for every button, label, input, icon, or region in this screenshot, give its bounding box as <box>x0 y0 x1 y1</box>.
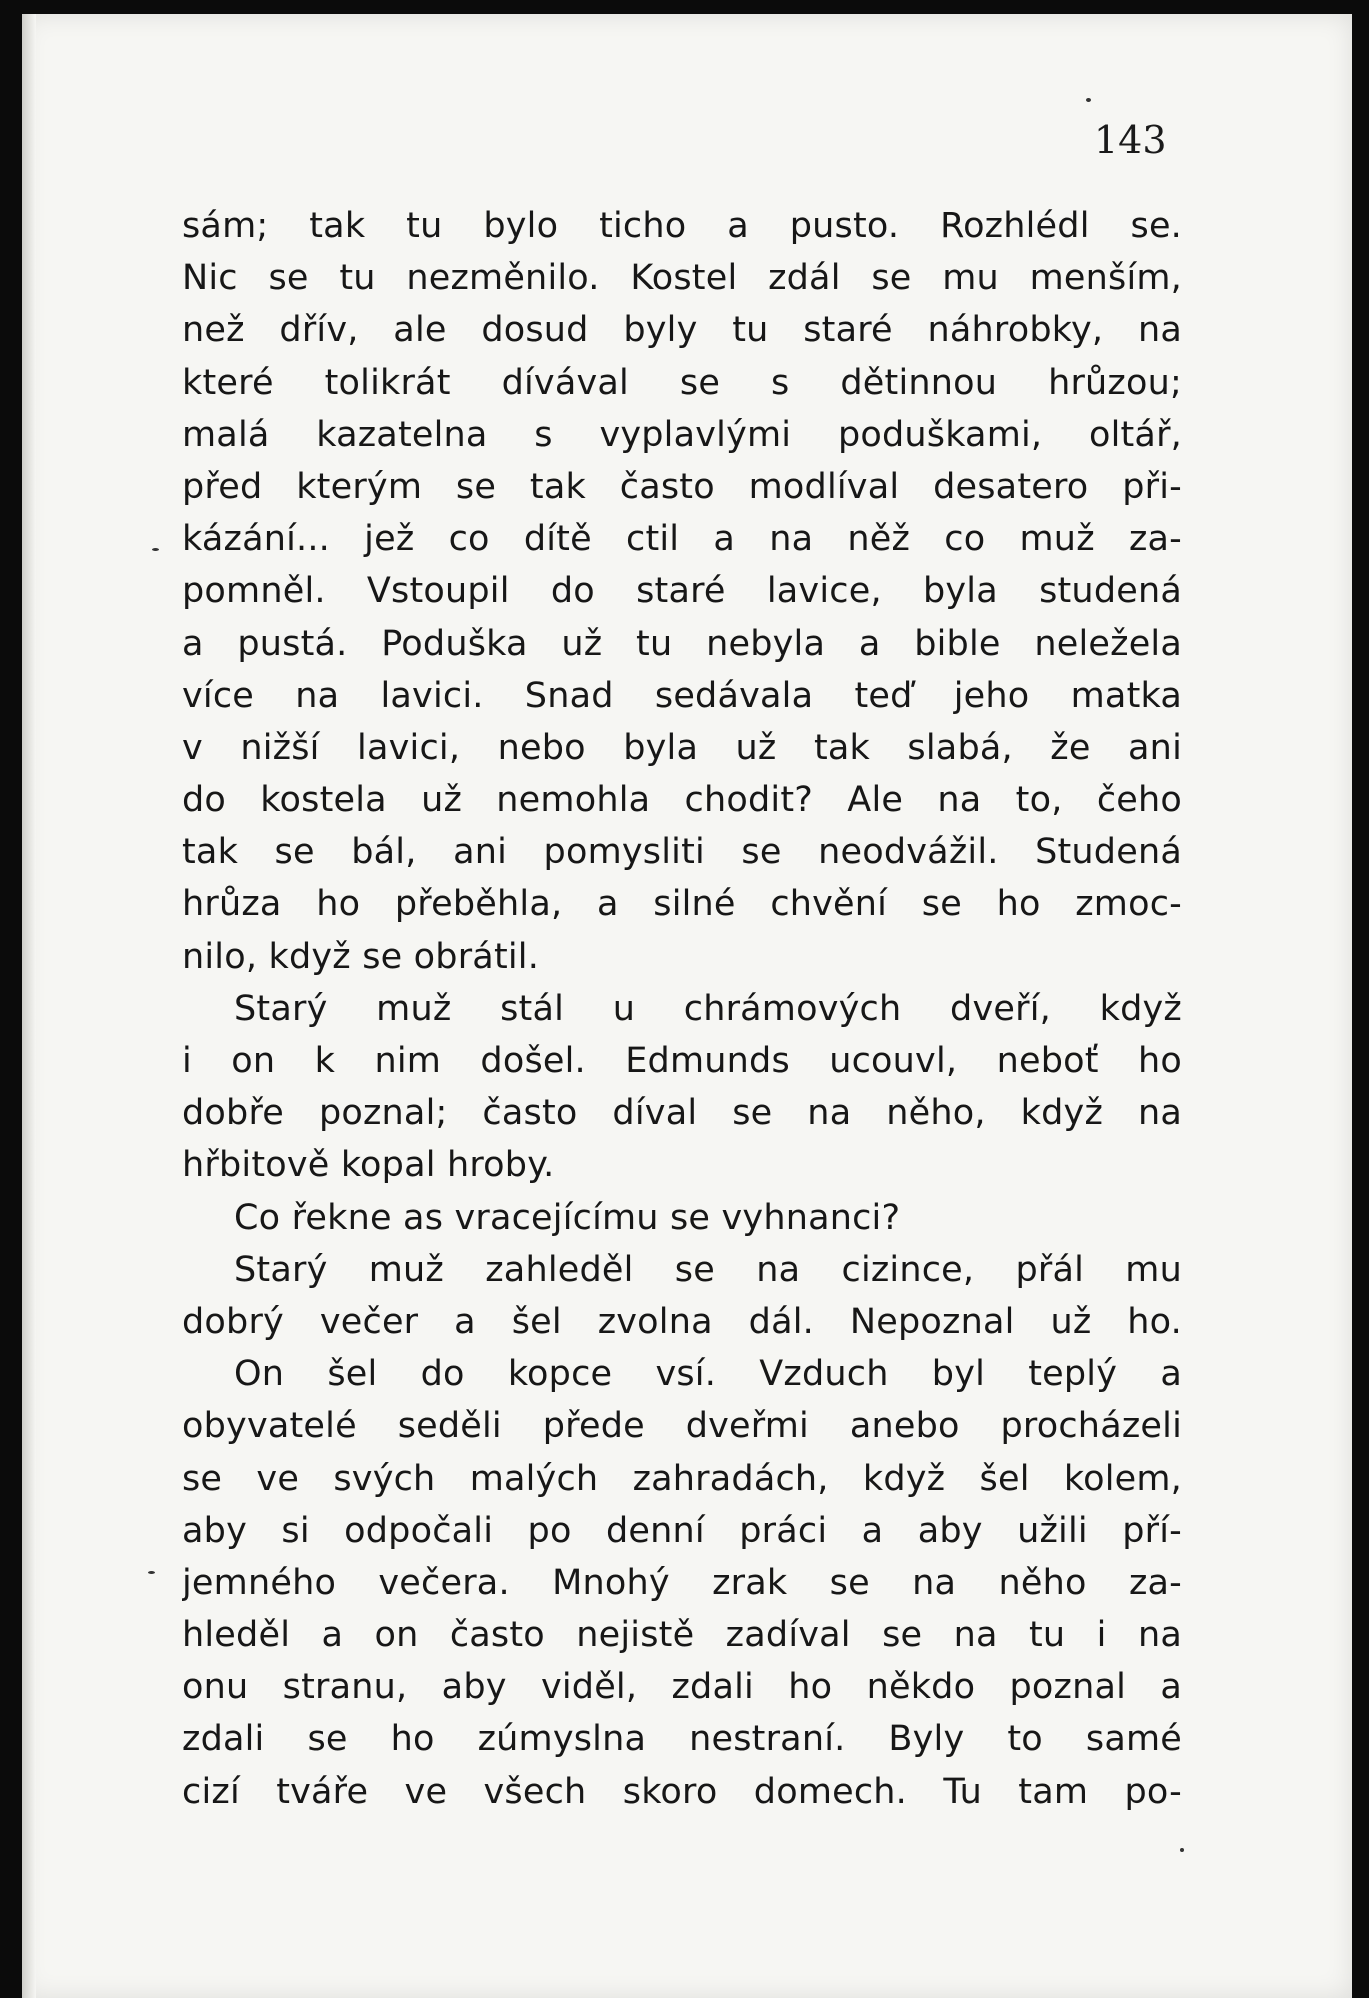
page-binding-edge <box>22 14 36 1998</box>
text-line: před kterým se tak často modlíval desatero při- <box>182 466 1182 507</box>
text-line: zdali se ho zúmyslna nestraní. Byly to samé <box>182 1719 1182 1760</box>
text-line: i on k nim došel. Edmunds ucouvl, neboť ho <box>182 1041 1182 1081</box>
text-line: sám; tak tu bylo ticho a pusto. Rozhlédl se. <box>182 206 1182 246</box>
text-line: dobrý večer a šel zvolna dál. Nepoznal už ho. <box>182 1301 1182 1342</box>
page-number: 143 <box>1094 118 1167 162</box>
text-line: v nižší lavici, nebo byla už tak slabá, že ani <box>182 727 1182 768</box>
text-line: nilo, když se obrátil. <box>182 936 540 977</box>
text-line: hrůza ho přeběhla, a silné chvění se ho zmoc- <box>182 884 1182 925</box>
text-line: do kostela už nemohla chodit? Ale na to, čeho <box>182 780 1182 821</box>
text-line: On šel do kopce vsí. Vzduch byl teplý a <box>234 1354 1182 1395</box>
scan-speck <box>1180 1848 1184 1852</box>
scan-speck <box>148 1571 155 1574</box>
text-line: malá kazatelna s vyplavlými poduškami, oltář, <box>182 414 1182 455</box>
text-line: tak se bál, ani pomysliti se neodvážil. Studená <box>182 832 1182 873</box>
text-line: jemného večera. Mnohý zrak se na něho za- <box>182 1562 1182 1603</box>
text-line: cizí tváře ve všech skoro domech. Tu tam po- <box>182 1771 1182 1812</box>
body-text <box>182 200 1182 1818</box>
text-line: se ve svých malých zahradách, když šel kolem, <box>182 1458 1182 1499</box>
scan-speck <box>152 548 159 551</box>
text-line: Co řekne as vracejícímu se vyhnanci? <box>234 1197 901 1238</box>
text-line: Starý muž stál u chrámových dveří, když <box>234 988 1182 1029</box>
text-line: hřbitově kopal hroby. <box>182 1145 555 1186</box>
text-line: než dřív, ale dosud byly tu staré náhrobky, na <box>182 310 1182 351</box>
text-line: hleděl a on často nejistě zadíval se na tu i na <box>182 1615 1182 1656</box>
text-line: Starý muž zahleděl se na cizince, přál mu <box>234 1249 1182 1290</box>
text-line: kázání... jež co dítě ctil a na něž co muž za- <box>182 519 1182 560</box>
text-line: Nic se tu nezměnilo. Kostel zdál se mu menším, <box>182 258 1182 299</box>
scan-speck <box>1086 98 1091 102</box>
text-line: aby si odpočali po denní práci a aby užili pří- <box>182 1510 1182 1551</box>
text-line: více na lavici. Snad sedávala teď jeho matka <box>182 675 1182 716</box>
text-line: které tolikrát dívával se s dětinnou hrůzou; <box>182 362 1182 403</box>
text-line: onu stranu, aby viděl, zdali ho někdo poznal a <box>182 1667 1182 1708</box>
book-page <box>22 14 1352 1998</box>
text-line: obyvatelé seděli přede dveřmi anebo procházeli <box>182 1406 1182 1447</box>
text-line: pomněl. Vstoupil do staré lavice, byla studená <box>182 571 1182 612</box>
text-line: dobře poznal; často díval se na něho, když na <box>182 1093 1182 1134</box>
text-line: a pustá. Poduška už tu nebyla a bible neležela <box>182 623 1182 664</box>
